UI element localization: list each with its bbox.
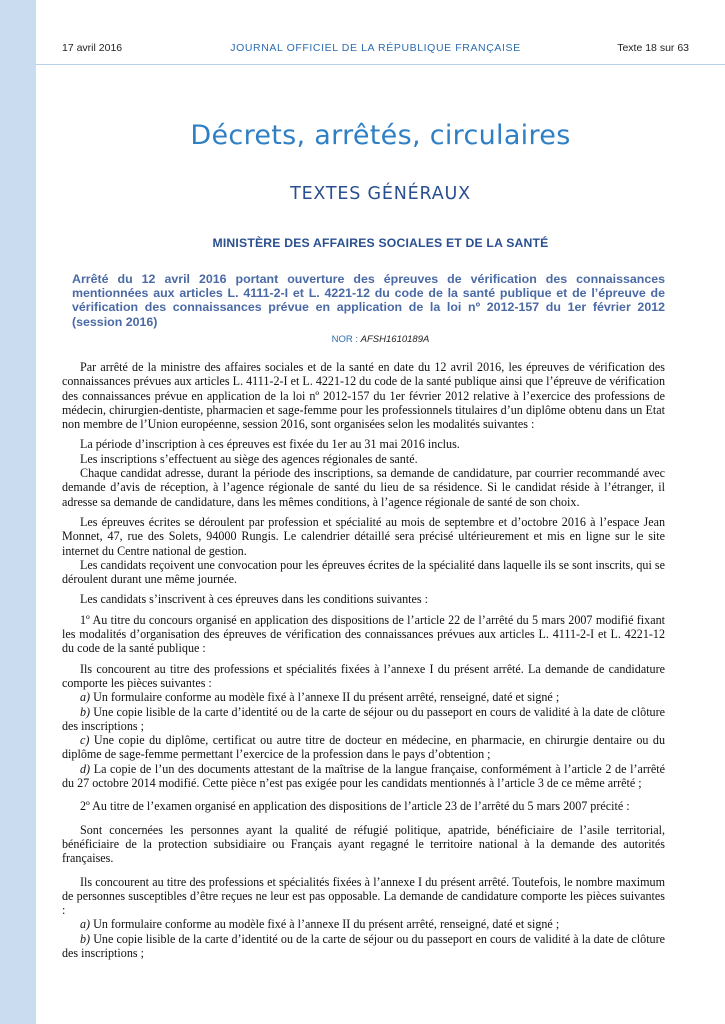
- paragraph: Par arrêté de la ministre des affaires sociales et de la santé en date du 12 avril 2016, les épreuves de vérification des connaissances prévues aux articles L. 4111-2-I et L. 4221-12 du code de la santé publique ainsi que l’épreuve de vérification des connaissances prévue en application de la loi nº 2012-157 du 1er février 2012 relative à l’exercice des professions de médecin, chirurgien-dentiste, pharmacien et sage-femme pour les professionnels titulaires d’un diplôme obtenu dans un Etat non membre de l’Union européenne, session 2016, sont organisées selon les modalités suivantes :: [62, 360, 665, 432]
- text-counter: Texte 18 sur 63: [617, 42, 689, 54]
- list-text: Une copie du diplôme, certificat ou autre titre de docteur en médecine, en pharmacie, en chirurgie dentaire ou du diplôme de sage-femme permettant l’exercice de la profession dans le pays d’obtention ;: [62, 733, 665, 762]
- list-text: Un formulaire conforme au modèle fixé à l’annexe II du présent arrêté, renseigné, daté et signé ;: [90, 917, 560, 932]
- page-header: [62, 42, 689, 56]
- list-item: [62, 690, 665, 704]
- paragraph: Chaque candidat adresse, durant la période des inscriptions, sa demande de candidature, par courrier recommandé avec demande d’avis de réception, à l’agence régionale de santé du lieu de sa résidence. Si le candidat réside à l’étranger, il adresse sa demande de candidature, dans les mêmes conditions, à l’agence régionale de santé de son choix.: [62, 466, 665, 509]
- list-letter: b): [80, 704, 91, 719]
- list-text: Un formulaire conforme au modèle fixé à l’annexe II du présent arrêté, renseigné, daté et signé ;: [90, 690, 560, 705]
- page-side-strip: [0, 0, 36, 1024]
- document-body: [62, 360, 665, 960]
- nor-code: AFSH1610189A: [360, 334, 430, 345]
- header-divider: [36, 64, 725, 65]
- paragraph: 2º Au titre de l’examen organisé en application des dispositions de l’article 23 de l’arrêté du 5 mars 2007 précité :: [80, 799, 630, 814]
- list-letter: d): [80, 761, 91, 776]
- paragraph: La période d’inscription à ces épreuves est fixée du 1er au 31 mai 2016 inclus.: [80, 437, 460, 452]
- list-letter: c): [80, 733, 90, 748]
- list-text: La copie de l’un des documents attestant de la maîtrise de la langue française, conformément à l’article 2 de l’arrêté du 27 octobre 2014 modifié. Cette pièce n’est pas exigée pour les candidats mentionnés à l’article 3 de ce même arrêté ;: [62, 761, 665, 791]
- list-letter: a): [80, 917, 91, 932]
- list-item: [62, 917, 665, 931]
- list-item: [62, 932, 665, 961]
- list-item: [62, 762, 665, 791]
- list-letter: b): [80, 931, 91, 946]
- paragraph: Ils concourent au titre des professions et spécialités fixées à l’annexe I du présent arrêté. Toutefois, le nombre maximum de personnes susceptibles d’être reçues ne leur est pas opposable. La demande de candidature comporte les pièces suivantes :: [62, 874, 665, 918]
- paragraph: 1º Au titre du concours organisé en application des dispositions de l’article 22 de l’arrêté du 5 mars 2007 modifié fixant les modalités d’organisation des épreuves de vérification des connaissances prévues aux articles L. 4111-2-I et L. 4221-12 du code de la santé publique :: [62, 612, 665, 656]
- section-title: TEXTES GÉNÉRAUX: [290, 184, 471, 204]
- journal-name: JOURNAL OFFICIEL DE LA RÉPUBLIQUE FRANÇAISE: [230, 42, 521, 54]
- list-text: Une copie lisible de la carte d’identité ou de la carte de séjour ou du passeport en cours de validité à la date de clôture des inscriptions ;: [62, 704, 665, 733]
- paragraph: Les candidats s’inscrivent à ces épreuves dans les conditions suivantes :: [80, 592, 428, 607]
- publication-date: 17 avril 2016: [62, 42, 123, 54]
- ministry-heading: MINISTÈRE DES AFFAIRES SOCIALES ET DE LA SANTÉ: [212, 236, 549, 250]
- paragraph: Les candidats reçoivent une convocation pour les épreuves écrites de la spécialité dans laquelle ils se sont inscrits, qui se déroulent durant une même journée.: [62, 557, 665, 587]
- paragraph: Les épreuves écrites se déroulent par profession et spécialité au mois de septembre et d’octobre 2016 à l’espace Jean Monnet, 47, rue des Solets, 94000 Rungis. Le calendrier détaillé sera précisé ultérieurement et mis en ligne sur le site internet du Centre national de gestion.: [62, 514, 665, 558]
- paragraph: Sont concernées les personnes ayant la qualité de réfugié politique, apatride, bénéficiaire de l’asile territorial, bénéficiaire de la protection subsidiaire ou Français ayant regagné le territoire national à la demande des autorités françaises.: [62, 822, 665, 866]
- list-item: [62, 705, 665, 734]
- paragraph: Ils concourent au titre des professions et spécialités fixées à l’annexe I du présent arrêté. La demande de candidature comporte les pièces suivantes :: [62, 661, 665, 690]
- main-title: Décrets, arrêtés, circulaires: [190, 120, 571, 151]
- list-text: Une copie lisible de la carte d’identité ou de la carte de séjour ou du passeport en cours de validité à la date de clôture des inscriptions ;: [62, 931, 665, 960]
- list-letter: a): [80, 690, 91, 705]
- document-page: [36, 0, 725, 1024]
- nor-reference: [36, 334, 725, 345]
- nor-label: NOR :: [331, 334, 361, 345]
- arrete-title: Arrêté du 12 avril 2016 portant ouverture des épreuves de vérification des connaissances mentionnées aux articles L. 4111-2-I et L. 4221-12 du code de la santé publique et de l’épreuve de vérification des connaissances prévue en application de la loi nº 2012-157 du 1er février 2012 (session 2016): [72, 272, 665, 329]
- paragraph: Les inscriptions s’effectuent au siège des agences régionales de santé.: [80, 451, 418, 466]
- list-item: [62, 733, 665, 762]
